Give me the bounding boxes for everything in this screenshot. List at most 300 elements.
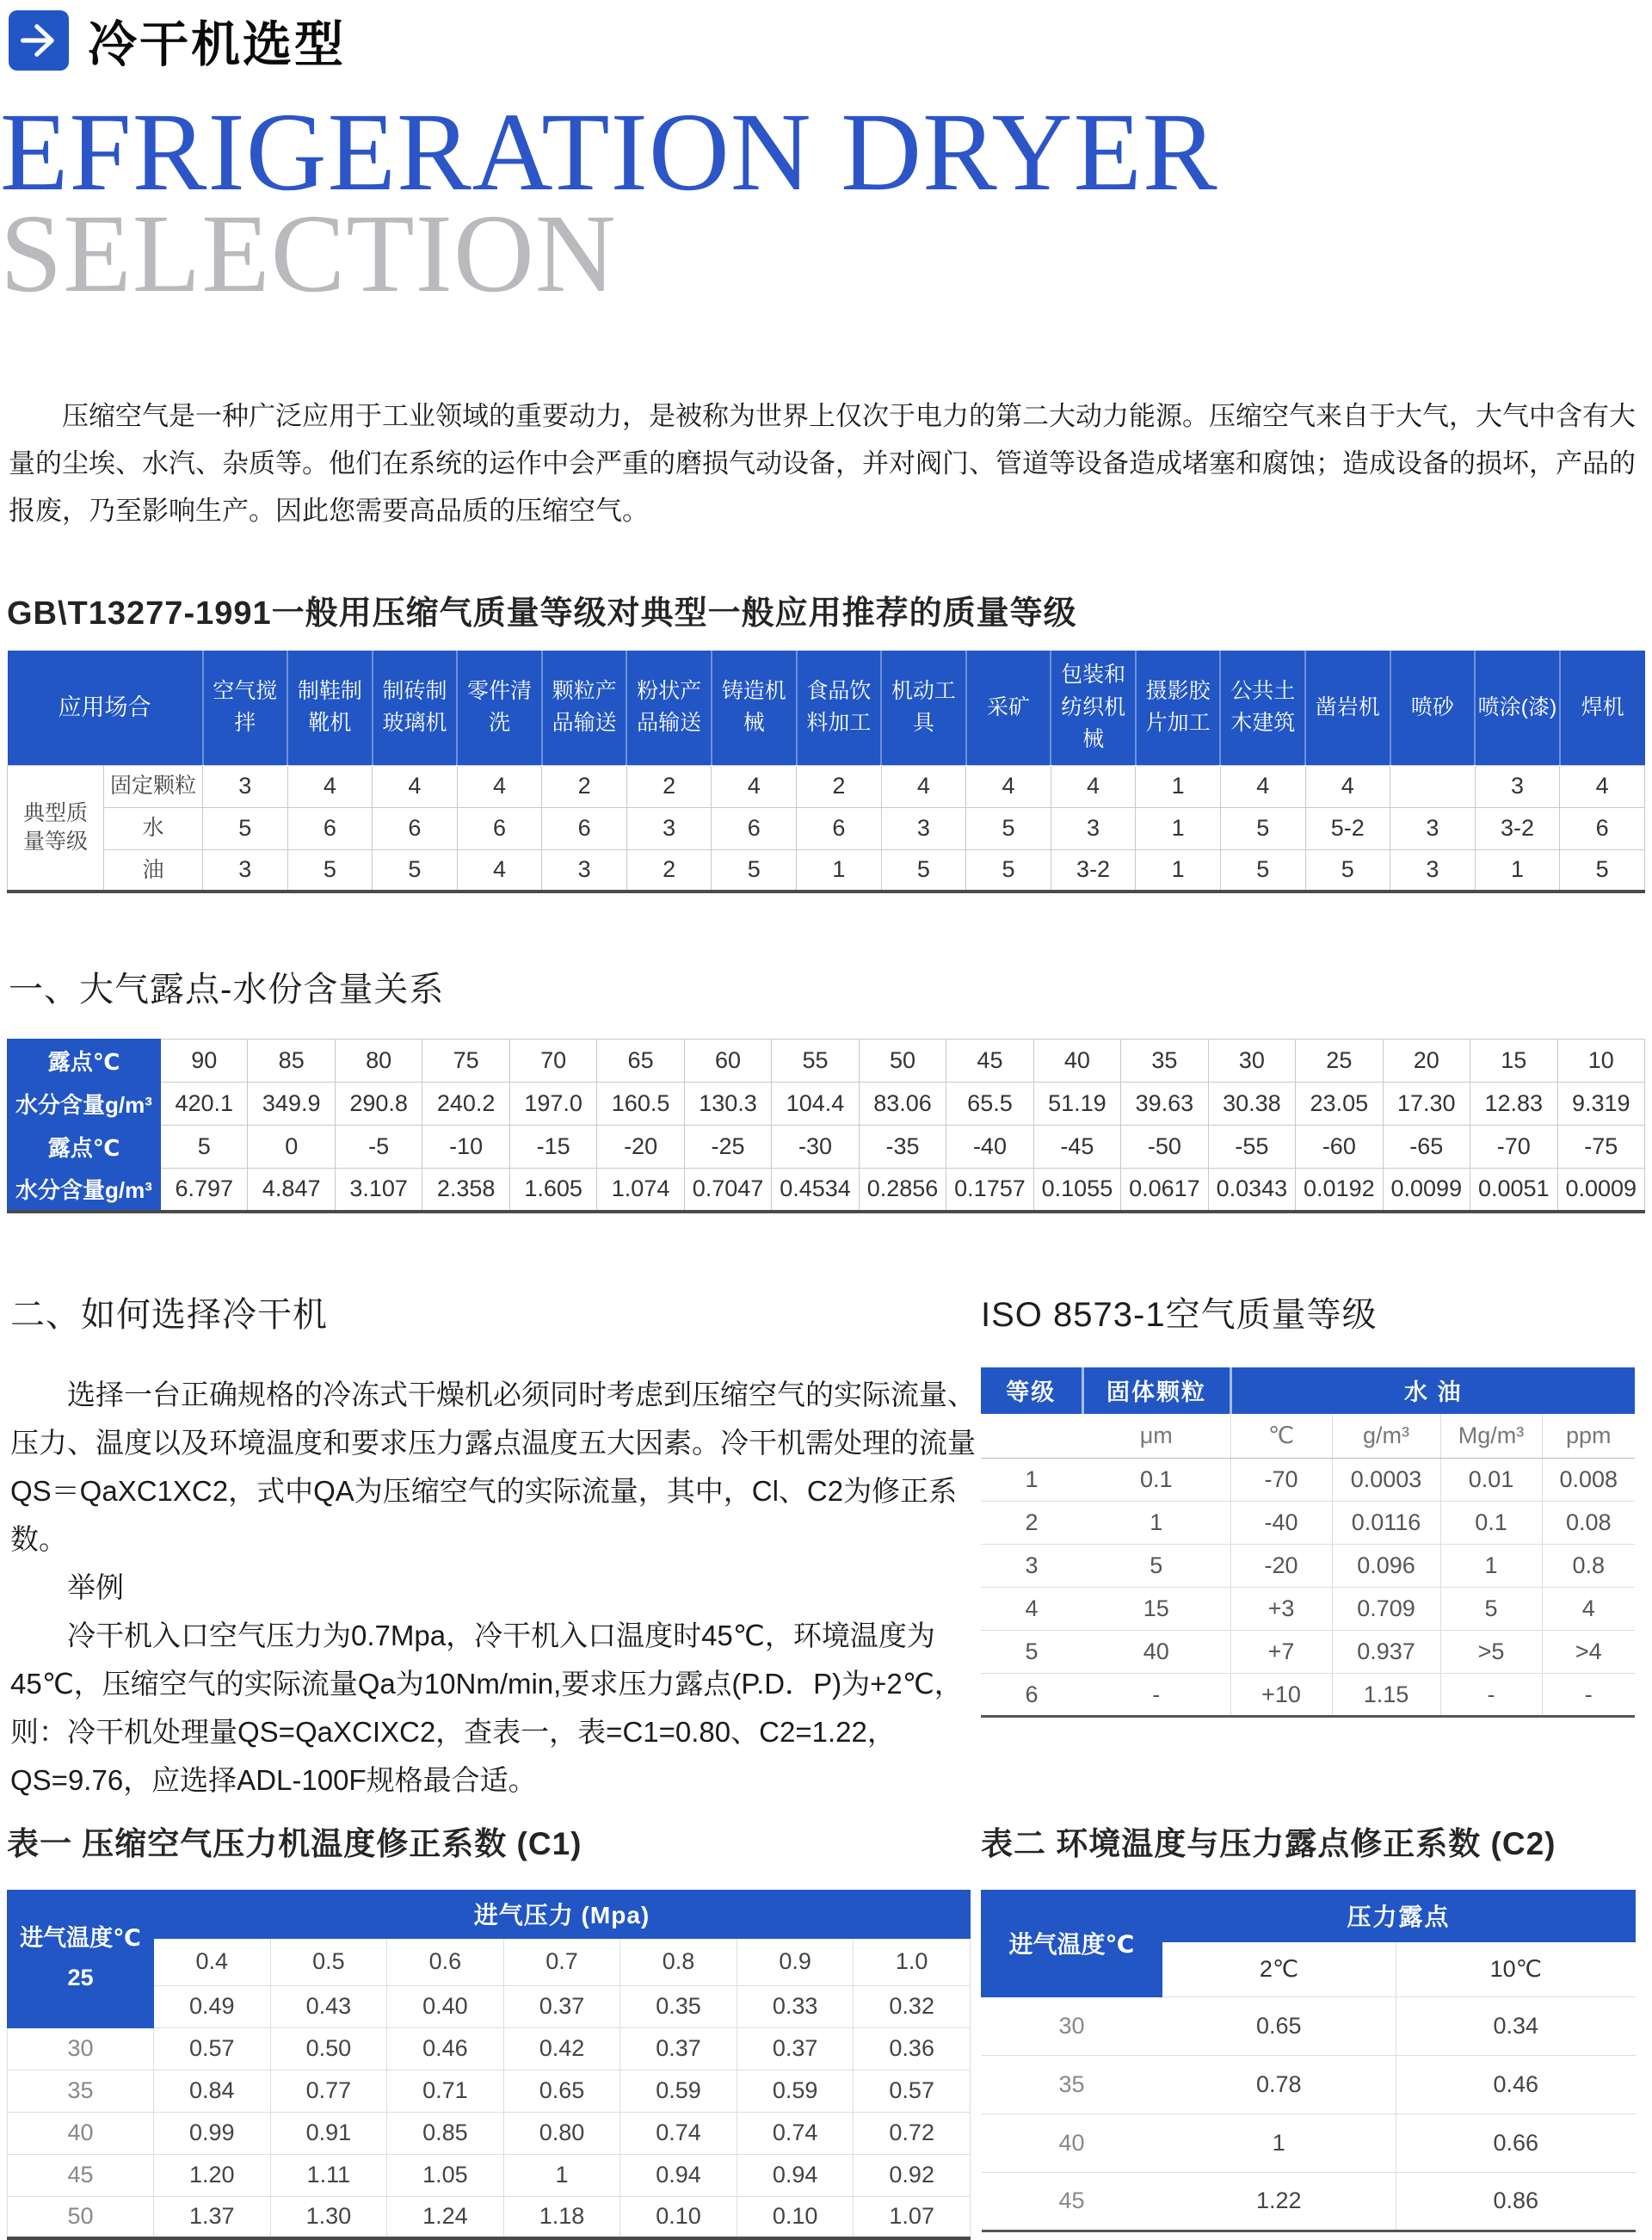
gb-value-cell: 5 <box>881 849 966 892</box>
c2-row-label: 35 <box>982 2055 1162 2113</box>
c2-data-row <box>982 2055 1636 2113</box>
gb-value-cell <box>1390 765 1476 807</box>
gb-value-cell: 2 <box>542 765 627 807</box>
c1-row-label: 40 <box>8 2112 154 2154</box>
dew-value-cell: -15 <box>509 1126 596 1169</box>
gb-corner-header: 应用场合 <box>8 651 203 765</box>
dew-value-cell: -60 <box>1296 1126 1383 1169</box>
c1-value-cell: 0.99 <box>154 2112 271 2154</box>
dew-value-cell: 5 <box>161 1126 248 1169</box>
c1-value-cell: 0.74 <box>737 2112 854 2154</box>
dew-value-cell: 30 <box>1208 1040 1295 1083</box>
gb-value-cell: 5-2 <box>1305 807 1390 849</box>
c1-value-cell: 1.37 <box>154 2196 271 2238</box>
iso-value-cell: 0.0116 <box>1332 1502 1440 1545</box>
dew-value-cell: 40 <box>1033 1040 1120 1083</box>
gb-value-cell: 6 <box>1560 807 1645 849</box>
c1-value-cell: 0.74 <box>620 2112 737 2154</box>
c2-dew-column-header: 2℃ <box>1162 1941 1396 1996</box>
c1-value-cell: 0.91 <box>270 2112 387 2154</box>
iso-value-cell: -40 <box>1230 1502 1332 1545</box>
bottom-two-column-area <box>0 1817 1652 2240</box>
gb-column-header: 制鞋制靴机 <box>287 651 373 765</box>
c1-value-cell: 0.36 <box>854 2027 971 2070</box>
gb-value-cell: 1 <box>1136 849 1221 892</box>
iso-value-cell: 5 <box>981 1631 1082 1674</box>
c2-header-row <box>982 1890 1636 1941</box>
dew-value-cell: 25 <box>1296 1040 1383 1083</box>
iso-quality-table <box>981 1367 1635 1719</box>
gb-value-cell: 6 <box>797 807 882 849</box>
dew-data-row <box>8 1169 1645 1212</box>
c1-column <box>0 1817 981 2240</box>
iso-column <box>981 1287 1642 1817</box>
c1-value-cell: 0.72 <box>854 2112 971 2154</box>
c1-value-cell: 0.37 <box>737 2027 854 2070</box>
iso-data-row <box>981 1674 1635 1717</box>
dew-value-cell: -65 <box>1383 1126 1470 1169</box>
section2-heading: 二、如何选择冷干机 <box>10 1287 981 1336</box>
iso-unit-header: Mg/m³ <box>1440 1414 1542 1459</box>
dew-value-cell: 349.9 <box>248 1083 335 1126</box>
gb-value-cell: 2 <box>626 849 712 892</box>
gb-column-header: 制砖制玻璃机 <box>373 651 458 765</box>
c1-header-row <box>8 1890 971 1938</box>
dew-value-cell: 90 <box>161 1040 248 1083</box>
c1-row-label: 30 <box>8 2027 154 2070</box>
gb-value-cell: 3 <box>203 849 288 892</box>
iso-units-row <box>981 1414 1635 1459</box>
sub-title: SELECTION <box>0 198 1652 310</box>
gb-value-cell: 4 <box>712 765 797 807</box>
dew-value-cell: 15 <box>1470 1040 1557 1083</box>
c1-value-cell: 0.65 <box>503 2070 620 2112</box>
dew-value-cell: 10 <box>1557 1040 1645 1083</box>
dew-value-cell: 12.83 <box>1470 1083 1557 1126</box>
gb-value-cell: 4 <box>1305 765 1390 807</box>
dew-value-cell: 35 <box>1121 1040 1208 1083</box>
c1-corner-line1: 进气温度℃ <box>20 1925 141 1951</box>
c2-dew-header: 压力露点 <box>1162 1890 1636 1941</box>
c2-dew-column-header: 10℃ <box>1396 1941 1636 1996</box>
dew-row-label: 水分含量g/m³ <box>8 1169 161 1212</box>
c1-row-label: 45 <box>8 2154 154 2196</box>
iso-value-cell: 1 <box>1440 1545 1542 1588</box>
gb-value-cell: 3-2 <box>1051 849 1136 892</box>
c1-value-cell: 0.59 <box>620 2070 737 2112</box>
iso-unit-blank <box>981 1414 1082 1459</box>
dew-value-cell: 17.30 <box>1383 1083 1470 1126</box>
middle-two-column-area <box>0 1287 1652 1817</box>
iso-value-cell: >5 <box>1440 1631 1542 1674</box>
dew-value-cell: -5 <box>335 1126 422 1169</box>
c2-value-cell: 1 <box>1162 2113 1396 2172</box>
dew-value-cell: 55 <box>772 1040 859 1083</box>
c1-corner-line2: 25 <box>67 1965 93 1990</box>
dew-value-cell: 83.06 <box>859 1083 946 1126</box>
c2-data-row <box>982 2172 1636 2231</box>
c1-value-cell: 0.10 <box>737 2196 854 2238</box>
iso-value-cell: 1 <box>1082 1502 1230 1545</box>
c1-value-cell: 1.11 <box>270 2154 387 2196</box>
dew-value-cell: 70 <box>509 1040 596 1083</box>
dew-value-cell: 65 <box>597 1040 684 1083</box>
iso-value-cell: +10 <box>1230 1674 1332 1717</box>
gb-column-header: 铸造机械 <box>712 651 797 765</box>
c1-value-cell: 0.57 <box>154 2027 271 2070</box>
iso-solid-header: 固体颗粒 <box>1082 1367 1230 1414</box>
c2-row-label: 30 <box>982 1996 1162 2055</box>
c2-correction-table <box>981 1890 1636 2232</box>
c1-value-cell: 0.50 <box>270 2027 387 2070</box>
dew-value-cell: 20 <box>1383 1040 1470 1083</box>
iso-data-row <box>981 1502 1635 1545</box>
iso-value-cell: -70 <box>1230 1459 1332 1502</box>
iso-value-cell: 0.8 <box>1542 1545 1635 1588</box>
gb-value-cell: 6 <box>373 807 458 849</box>
gb-column-header: 公共土木建筑 <box>1220 651 1305 765</box>
iso-value-cell: 5 <box>1082 1545 1230 1588</box>
iso-value-cell: 6 <box>981 1674 1082 1717</box>
gb-column-header: 粉状产品输送 <box>626 651 712 765</box>
dew-value-cell: 0.0099 <box>1383 1169 1470 1212</box>
dew-value-cell: 23.05 <box>1296 1083 1383 1126</box>
dew-value-cell: 0.0051 <box>1470 1169 1557 1212</box>
dew-value-cell: -40 <box>946 1126 1033 1169</box>
c2-value-cell: 0.66 <box>1396 2113 1636 2172</box>
c2-corner-header: 进气温度℃ <box>982 1890 1162 1996</box>
gb-value-cell: 3 <box>542 849 627 892</box>
iso-value-cell: 15 <box>1082 1588 1230 1631</box>
table1-heading: 表一 压缩空气压力机温度修正系数 (C1) <box>7 1817 981 1864</box>
gb-column-header: 喷砂 <box>1390 651 1476 765</box>
c1-row-label: 35 <box>8 2070 154 2112</box>
gb-value-cell: 3 <box>1390 807 1476 849</box>
gb-table-heading: GB\T13277-1991一般用压缩气质量等级对典型一般应用推荐的质量等级 <box>7 586 1652 633</box>
c1-value-cell: 0.80 <box>503 2112 620 2154</box>
c2-row-label: 45 <box>982 2172 1162 2231</box>
iso-value-cell: 2 <box>981 1502 1082 1545</box>
page-header <box>0 0 1652 72</box>
dew-value-cell: -10 <box>422 1126 509 1169</box>
iso-grade-header: 等级 <box>981 1367 1082 1414</box>
dew-value-cell: -70 <box>1470 1126 1557 1169</box>
dew-value-cell: 65.5 <box>946 1083 1033 1126</box>
gb-column-header: 空气搅拌 <box>203 651 288 765</box>
c1-value-cell: 0.43 <box>270 1985 387 2027</box>
dew-value-cell: 0.1757 <box>946 1169 1033 1212</box>
gb-row-label: 水 <box>104 807 203 849</box>
dew-value-cell: 290.8 <box>335 1083 422 1126</box>
dew-value-cell: 0.4534 <box>772 1169 859 1212</box>
gb-row-group-label: 典型质量等级 <box>8 765 104 892</box>
gb-value-cell: 5 <box>287 849 373 892</box>
c1-value-cell: 0.42 <box>503 2027 620 2070</box>
gb-value-cell: 4 <box>457 765 542 807</box>
gb-value-cell: 3 <box>1475 765 1560 807</box>
gb-value-cell: 2 <box>626 765 712 807</box>
gb-value-cell: 6 <box>542 807 627 849</box>
dew-value-cell: 420.1 <box>161 1083 248 1126</box>
c1-data-row <box>8 2027 971 2070</box>
dew-value-cell: 3.107 <box>335 1169 422 1212</box>
c1-corner-header <box>8 1890 154 2027</box>
gb-value-cell: 4 <box>1220 765 1305 807</box>
dew-value-cell: 130.3 <box>684 1083 771 1126</box>
dew-value-cell: 0.7047 <box>684 1169 771 1212</box>
iso-data-row <box>981 1588 1635 1631</box>
gb-column-header: 机动工具 <box>881 651 966 765</box>
dew-value-cell: -55 <box>1208 1126 1295 1169</box>
iso-value-cell: >4 <box>1542 1631 1635 1674</box>
c1-value-cell: 1.07 <box>854 2196 971 2238</box>
c1-value-cell: 0.46 <box>387 2027 504 2070</box>
iso-value-cell: 3 <box>981 1545 1082 1588</box>
dew-value-cell: 45 <box>946 1040 1033 1083</box>
iso-value-cell: 0.1 <box>1082 1459 1230 1502</box>
dew-value-cell: 0.0192 <box>1296 1169 1383 1212</box>
gb-value-cell: 2 <box>797 765 882 807</box>
gb-value-cell: 6 <box>287 807 373 849</box>
gb-value-cell: 5 <box>712 849 797 892</box>
gb-header-row <box>8 651 1645 765</box>
intro-paragraph: 压缩空气是一种广泛应用于工业领域的重要动力，是被称为世界上仅次于电力的第二大动力能源。压缩空气来自于大气，大气中含有大量的尘埃、水汽、杂质等。他们在系统的运作中会严重的磨损气动设备，并对阀门、管道等设备造成堵塞和腐蚀；造成设备的损坏，产品的报废，乃至影响生产。因此您需要高品质的压缩空气。 <box>9 392 1643 534</box>
iso-value-cell: 5 <box>1440 1588 1542 1631</box>
dew-value-cell: 51.19 <box>1033 1083 1120 1126</box>
gb-column-header: 喷涂(漆) <box>1475 651 1560 765</box>
c1-pressure-value: 0.6 <box>387 1938 504 1985</box>
iso-value-cell: +7 <box>1230 1631 1332 1674</box>
iso-value-cell: 0.0003 <box>1332 1459 1440 1502</box>
gb-data-row <box>8 849 1645 892</box>
iso-value-cell: - <box>1082 1674 1230 1717</box>
gb-column-header: 焊机 <box>1560 651 1645 765</box>
c1-value-cell: 0.59 <box>737 2070 854 2112</box>
c1-value-cell: 0.77 <box>270 2070 387 2112</box>
dew-value-cell: 0 <box>248 1126 335 1169</box>
c2-data-row <box>982 2113 1636 2172</box>
dew-value-cell: 6.797 <box>161 1169 248 1212</box>
gb-value-cell: 3 <box>1390 849 1476 892</box>
dew-row-label: 水分含量g/m³ <box>8 1083 161 1126</box>
iso-value-cell: 0.1 <box>1440 1502 1542 1545</box>
gb-column-header: 采矿 <box>966 651 1051 765</box>
dew-value-cell: -50 <box>1121 1126 1208 1169</box>
example-label: 举例 <box>10 1564 981 1612</box>
iso-value-cell: 0.937 <box>1332 1631 1440 1674</box>
iso-value-cell: - <box>1440 1674 1542 1717</box>
dew-value-cell: 240.2 <box>422 1083 509 1126</box>
dew-value-cell: 104.4 <box>772 1083 859 1126</box>
dew-value-cell: 75 <box>422 1040 509 1083</box>
gb-value-cell: 5 <box>1305 849 1390 892</box>
c1-value-cell: 0.84 <box>154 2070 271 2112</box>
iso-value-cell: - <box>1542 1674 1635 1717</box>
gb-value-cell: 5 <box>1220 849 1305 892</box>
c1-value-cell: 1.30 <box>270 2196 387 2238</box>
gb-value-cell: 4 <box>1560 765 1645 807</box>
dew-value-cell: 50 <box>859 1040 946 1083</box>
arrow-right-icon <box>9 10 69 71</box>
dew-value-cell: 0.0617 <box>1121 1169 1208 1212</box>
gb-column-header: 凿岩机 <box>1305 651 1390 765</box>
iso-unit-header: μm <box>1082 1414 1230 1459</box>
dew-value-cell: -25 <box>684 1126 771 1169</box>
iso-heading: ISO 8573-1空气质量等级 <box>981 1287 1635 1336</box>
iso-value-cell: 4 <box>981 1588 1082 1631</box>
c1-row-label: 50 <box>8 2196 154 2238</box>
c1-value-cell: 0.40 <box>387 1985 504 2027</box>
dew-value-cell: 197.0 <box>509 1083 596 1126</box>
gb-value-cell: 3 <box>1051 807 1136 849</box>
gb-value-cell: 3 <box>626 807 712 849</box>
iso-value-cell: 4 <box>1542 1588 1635 1631</box>
dew-value-cell: 85 <box>248 1040 335 1083</box>
gb-value-cell: 1 <box>1136 765 1221 807</box>
gb-value-cell: 4 <box>287 765 373 807</box>
iso-data-row <box>981 1459 1635 1502</box>
dew-value-cell: -20 <box>597 1126 684 1169</box>
c2-value-cell: 1.22 <box>1162 2172 1396 2231</box>
c1-value-cell: 0.33 <box>737 1985 854 2027</box>
c1-value-cell: 1.05 <box>387 2154 504 2196</box>
c1-pressure-value: 0.9 <box>737 1938 854 1985</box>
gb-column-header: 颗粒产品输送 <box>542 651 627 765</box>
c1-pressure-value: 0.7 <box>503 1938 620 1985</box>
gb-value-cell: 5 <box>203 807 288 849</box>
gb-value-cell: 3 <box>881 807 966 849</box>
gb-value-cell: 1 <box>1475 849 1560 892</box>
c1-data-row <box>8 2112 971 2154</box>
iso-data-row <box>981 1631 1635 1674</box>
c1-value-cell: 0.10 <box>620 2196 737 2238</box>
gb-column-header: 包装和纺织机械 <box>1051 651 1136 765</box>
dew-value-cell: 0.0009 <box>1557 1169 1645 1212</box>
gb-data-row <box>8 807 1645 849</box>
c1-value-cell: 0.37 <box>620 2027 737 2070</box>
gb-value-cell: 1 <box>1136 807 1221 849</box>
dew-value-cell: -75 <box>1557 1126 1645 1169</box>
dew-value-cell: 0.0343 <box>1208 1169 1295 1212</box>
iso-value-cell: +3 <box>1230 1588 1332 1631</box>
iso-value-cell: 1.15 <box>1332 1674 1440 1717</box>
iso-value-cell: 1 <box>981 1459 1082 1502</box>
c1-value-cell: 0.94 <box>737 2154 854 2196</box>
gb-value-cell: 4 <box>1051 765 1136 807</box>
c1-pressure-value: 0.5 <box>270 1938 387 1985</box>
dew-data-row <box>8 1083 1645 1126</box>
iso-unit-header: ppm <box>1542 1414 1635 1459</box>
gb-column-header: 食品饮料加工 <box>797 651 882 765</box>
c2-value-cell: 0.46 <box>1396 2055 1636 2113</box>
big-title: EFRIGERATION DRYER <box>0 96 1652 208</box>
section2-column <box>0 1287 981 1817</box>
iso-value-cell: 0.096 <box>1332 1545 1440 1588</box>
dew-data-row <box>8 1126 1645 1169</box>
c1-value-cell: 0.35 <box>620 1985 737 2027</box>
c2-value-cell: 0.86 <box>1396 2172 1636 2231</box>
c2-column <box>981 1817 1645 2240</box>
dew-value-cell: -35 <box>859 1126 946 1169</box>
c1-value-cell: 1.20 <box>154 2154 271 2196</box>
gb-value-cell: 4 <box>966 765 1051 807</box>
gb-value-cell: 4 <box>457 849 542 892</box>
c1-pressure-value: 1.0 <box>854 1938 971 1985</box>
iso-unit-header: g/m³ <box>1332 1414 1440 1459</box>
c1-value-cell: 1 <box>503 2154 620 2196</box>
dew-value-cell: -30 <box>772 1126 859 1169</box>
gb-value-cell: 1 <box>797 849 882 892</box>
gb-value-cell: 5 <box>966 849 1051 892</box>
iso-value-cell: 0.01 <box>1440 1459 1542 1502</box>
c1-value-cell: 1.18 <box>503 2196 620 2238</box>
gb-column-header: 摄影胶片加工 <box>1136 651 1221 765</box>
gb-row-label: 油 <box>104 849 203 892</box>
page-title: 冷干机选型 <box>88 5 346 76</box>
iso-water-oil-header: 水 油 <box>1230 1367 1635 1414</box>
dew-value-cell: 0.1055 <box>1033 1169 1120 1212</box>
gb-quality-table <box>7 651 1645 893</box>
dew-value-cell: 39.63 <box>1121 1083 1208 1126</box>
c1-pressure-value: 0.8 <box>620 1938 737 1985</box>
dew-value-cell: 4.847 <box>248 1169 335 1212</box>
c2-value-cell: 0.78 <box>1162 2055 1396 2113</box>
c2-data-row <box>982 1996 1636 2055</box>
iso-value-cell: 40 <box>1082 1631 1230 1674</box>
gb-column-header: 零件清洗 <box>457 651 542 765</box>
dew-value-cell: 60 <box>684 1040 771 1083</box>
c1-data-row <box>8 2196 971 2238</box>
iso-value-cell: 0.709 <box>1332 1588 1440 1631</box>
c1-value-cell: 0.94 <box>620 2154 737 2196</box>
dew-value-cell: 1.074 <box>597 1169 684 1212</box>
dew-value-cell: -45 <box>1033 1126 1120 1169</box>
dew-data-row <box>8 1040 1645 1083</box>
gb-value-cell: 6 <box>457 807 542 849</box>
section1-heading: 一、大气露点-水份含量关系 <box>9 962 1652 1011</box>
dew-value-cell: 160.5 <box>597 1083 684 1126</box>
c1-value-cell: 0.85 <box>387 2112 504 2154</box>
section2-paragraph: 选择一台正确规格的冷冻式干燥机必须同时考虑到压缩空气的实际流量、压力、温度以及环境温度和要求压力露点温度五大因素。冷干机需处理的流量QS＝QaXC1XC2，式中QA为压缩空气的实际流量，其中，Cl、C2为修正系数。 <box>10 1371 981 1564</box>
dew-value-cell: 0.2856 <box>859 1169 946 1212</box>
dew-value-cell: 1.605 <box>509 1169 596 1212</box>
c1-value-cell: 0.32 <box>854 1985 971 2027</box>
dew-value-cell: 30.38 <box>1208 1083 1295 1126</box>
dew-row-label: 露点℃ <box>8 1040 161 1083</box>
c1-value-cell: 0.49 <box>154 1985 271 2027</box>
iso-value-cell: 0.008 <box>1542 1459 1635 1502</box>
table2-heading: 表二 环境温度与压力露点修正系数 (C2) <box>981 1817 1645 1864</box>
gb-value-cell: 3 <box>203 765 288 807</box>
dew-point-table <box>7 1039 1645 1213</box>
iso-unit-header: ℃ <box>1230 1414 1332 1459</box>
gb-value-cell: 3-2 <box>1475 807 1560 849</box>
c1-value-cell: 0.37 <box>503 1985 620 2027</box>
gb-value-cell: 4 <box>881 765 966 807</box>
iso-data-row <box>981 1545 1635 1588</box>
gb-value-cell: 6 <box>712 807 797 849</box>
gb-data-row <box>8 765 1645 807</box>
c1-correction-table <box>7 1890 971 2240</box>
gb-value-cell: 5 <box>373 849 458 892</box>
c1-value-cell: 1.24 <box>387 2196 504 2238</box>
c2-row-label: 40 <box>982 2113 1162 2172</box>
c1-value-cell: 0.92 <box>854 2154 971 2196</box>
gb-value-cell: 5 <box>1560 849 1645 892</box>
c2-value-cell: 0.65 <box>1162 1996 1396 2055</box>
iso-value-cell: -20 <box>1230 1545 1332 1588</box>
gb-value-cell: 4 <box>373 765 458 807</box>
